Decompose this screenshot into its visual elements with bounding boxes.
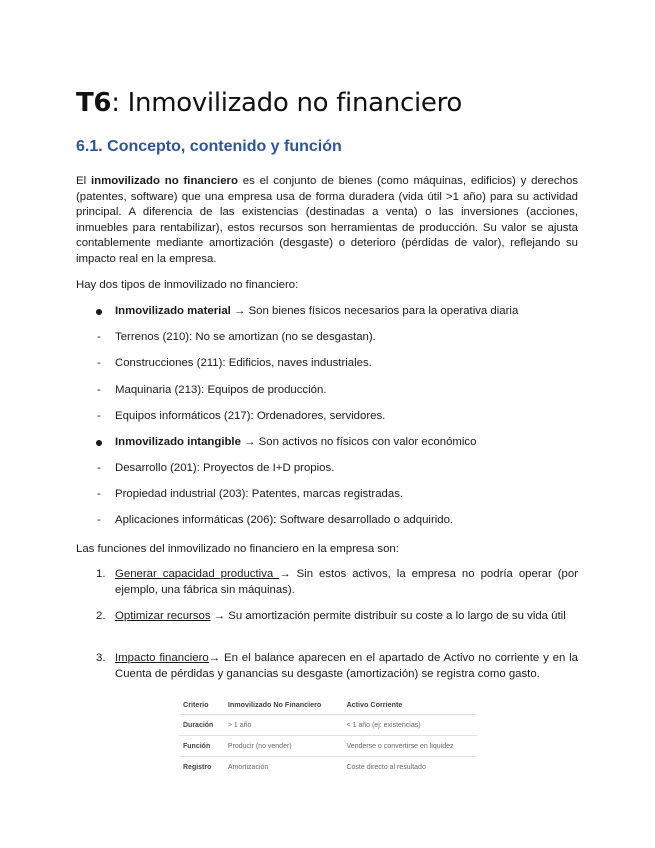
function-desc: → Su amortización permite distribuir su coste a lo largo de su vida útil bbox=[210, 610, 566, 622]
type-name: Inmovilizado material bbox=[115, 305, 231, 317]
list-item-text: Maquinaria (213): Equipos de producción. bbox=[115, 384, 327, 396]
type-desc: → Son bienes físicos necesarios para la operativa diaria bbox=[230, 305, 519, 317]
type-desc: → Son activos no físicos con valor económico bbox=[240, 436, 477, 448]
column-header: Inmovilizado No Financiero bbox=[224, 696, 343, 715]
ordered-list-item bbox=[76, 651, 578, 682]
list-item-text: Aplicaciones informáticas (206): Software desarrollado o adquirido. bbox=[115, 514, 454, 526]
table-cell: Registro bbox=[183, 764, 212, 771]
table-cell: Función bbox=[179, 736, 224, 757]
table-cell: Producir (no vender) bbox=[224, 736, 343, 757]
section-heading: 6.1. Concepto, contenido y función bbox=[76, 138, 342, 155]
table-header-row bbox=[179, 696, 477, 715]
bullet-dot-icon bbox=[96, 440, 102, 446]
table-row bbox=[179, 736, 477, 757]
intro-paragraph bbox=[76, 174, 578, 268]
intro-term: inmovilizado no financiero bbox=[90, 175, 238, 187]
page-title bbox=[76, 88, 462, 118]
table-cell: > 1 año bbox=[224, 715, 343, 736]
list-item-text: Equipos informáticos (217): Ordenadores, servidores. bbox=[115, 410, 386, 422]
column-header: Activo Corriente bbox=[342, 696, 477, 715]
table-cell: Venderse o convertirse en liquidez bbox=[342, 736, 477, 757]
functions-intro: Las funciones del inmovilizado no financiero en la empresa son: bbox=[76, 543, 399, 555]
item-number: 1. bbox=[96, 568, 106, 580]
function-name: Optimizar recursos bbox=[115, 610, 211, 622]
list-item-text: Construcciones (211): Edificios, naves industriales. bbox=[115, 357, 372, 369]
types-intro: Hay dos tipos de inmovilizado no financiero: bbox=[76, 279, 299, 291]
function-name: Generar capacidad productiva bbox=[115, 568, 280, 580]
table-cell: Duración bbox=[179, 715, 224, 736]
list-item-text: Terrenos (210): No se amortizan (no se desgastan). bbox=[115, 331, 376, 343]
ordered-list-item bbox=[76, 567, 578, 598]
item-number: 3. bbox=[96, 652, 106, 664]
intro-lead: El bbox=[76, 175, 91, 187]
table-row bbox=[179, 715, 477, 736]
type-name: Inmovilizado intangible bbox=[115, 436, 241, 448]
title-rest: : Inmovilizado no financiero bbox=[111, 88, 463, 118]
title-prefix: T6 bbox=[76, 88, 112, 118]
table-cell: Amortización bbox=[227, 764, 269, 771]
function-desc: → En el balance aparecen en el apartado de Activo no corriente y en la Cuenta de pérdidas y ganancias su desgaste (amortización) se registra como gasto. bbox=[115, 652, 578, 680]
intro-body: es el conjunto de bienes (como máquinas, edificios) y derechos (patentes, software) que una empresa usa de forma duradera (vida útil >1 año) para su actividad principal. A diferencia de las existencias (destinadas a venta) o las inversiones (acciones, inmuebles para rentabilizar), estos recursos son herramientas de producción. Su valor se ajusta contablemente mediante amortización (desgaste) o deterioro (pérdidas de valor), reflejando su impacto real en la empresa. bbox=[76, 175, 578, 265]
comparison-table bbox=[179, 696, 477, 777]
table-cell: Coste directo al resultado bbox=[346, 764, 426, 771]
table-row bbox=[179, 757, 477, 778]
ordered-list-item bbox=[76, 609, 578, 625]
column-header: Criterio bbox=[179, 696, 224, 715]
function-desc: → Sin estos activos, la empresa no podría operar (por ejemplo, una fábrica sin máquinas). bbox=[115, 568, 579, 596]
item-number: 2. bbox=[96, 610, 106, 622]
table-cell: < 1 año (ej: existencias) bbox=[342, 715, 477, 736]
bullet-dot-icon bbox=[96, 309, 102, 315]
list-item-text: Desarrollo (201): Proyectos de I+D propios. bbox=[115, 462, 335, 474]
list-item-text: Propiedad industrial (203): Patentes, marcas registradas. bbox=[115, 488, 404, 500]
function-name: Impacto financiero bbox=[115, 652, 209, 664]
